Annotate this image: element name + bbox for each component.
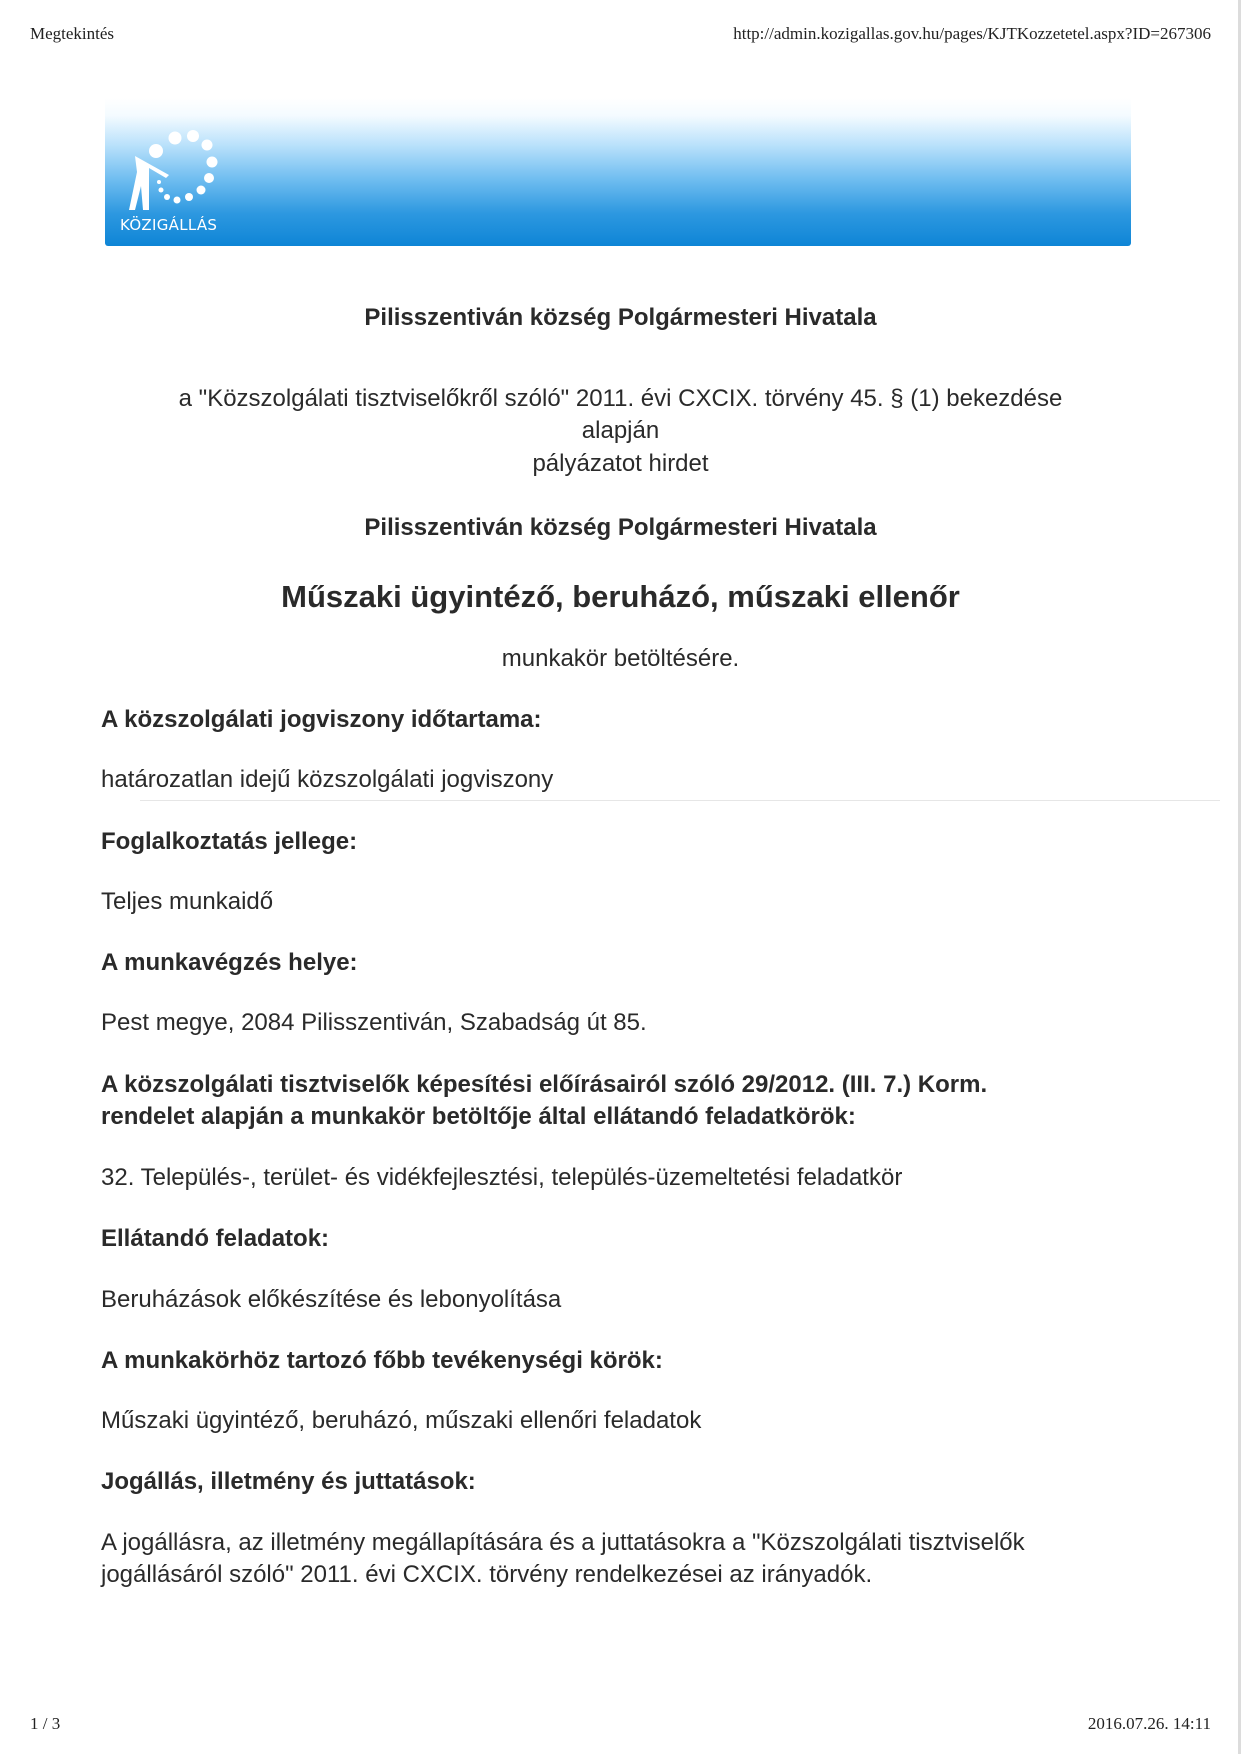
section-text-workplace: Pest megye, 2084 Pilisszentiván, Szabadság út 85. [101,1009,647,1036]
section-heading-activities: A munkakörhöz tartozó főbb tevékenységi körök: [101,1347,663,1374]
print-header-title: Megtekintés [30,24,115,43]
banner-logo-text: KÖZIGÁLLÁS [120,216,218,234]
job-title-suffix: munkakör betöltésére. [501,645,740,672]
section-heading-tasks: Ellátandó feladatok: [101,1225,330,1252]
print-header-url: http://admin.kozigallas.gov.hu/pages/KJTKozzetetel.aspx?ID=267306 [733,24,1211,43]
section-heading-employment-type: Foglalkoztatás jellege: [101,828,358,855]
section-text-legal-status-line-1: A jogállásra, az illetmény megállapítására és a juttatásokra a "Közszolgálati tisztviselők [101,1529,1025,1556]
organization-name: Pilisszentiván község Polgármesteri Hivatala [364,304,877,331]
intro-line-1: a "Közszolgálati tisztviselőkről szóló" 2011. évi CXCIX. törvény 45. § (1) bekezdése [178,385,1063,412]
section-heading-legal-status: Jogállás, illetmény és juttatások: [101,1468,476,1495]
section-text-duties: 32. Település-, terület- és vidékfejlesztési, település-üzemeltetési feladatkör [101,1164,903,1191]
section-text-legal-status-line-2: jogállásáról szóló" 2011. évi CXCIX. törvény rendelkezései az irányadók. [101,1561,873,1588]
section-divider [140,800,1220,801]
print-footer-page: 1 / 3 [30,1714,61,1733]
section-heading-duration: A közszolgálati jogviszony időtartama: [101,706,542,733]
print-footer-datetime: 2016.07.26. 14:11 [1087,1714,1211,1733]
section-heading-workplace: A munkavégzés helye: [101,949,358,976]
organization-name-repeat: Pilisszentiván község Polgármesteri Hivatala [364,514,877,541]
job-title: Műszaki ügyintéző, beruházó, műszaki ellenőr [281,579,960,614]
section-text-tasks: Beruházások előkészítése és lebonyolítása [101,1286,562,1313]
section-text-employment-type: Teljes munkaidő [101,888,274,915]
section-text-duration: határozatlan idejű közszolgálati jogviszony [101,766,554,793]
kozigallas-banner [105,98,1131,246]
intro-line-3: pályázatot hirdet [532,450,709,477]
intro-line-2: alapján [581,417,660,444]
section-heading-duties-line-2: rendelet alapján a munkakör betöltője által ellátandó feladatkörök: [101,1103,856,1130]
section-heading-duties-line-1: A közszolgálati tisztviselők képesítési előírásairól szóló 29/2012. (III. 7.) Korm. [101,1071,988,1098]
section-text-activities: Műszaki ügyintéző, beruházó, műszaki ellenőri feladatok [101,1407,702,1434]
